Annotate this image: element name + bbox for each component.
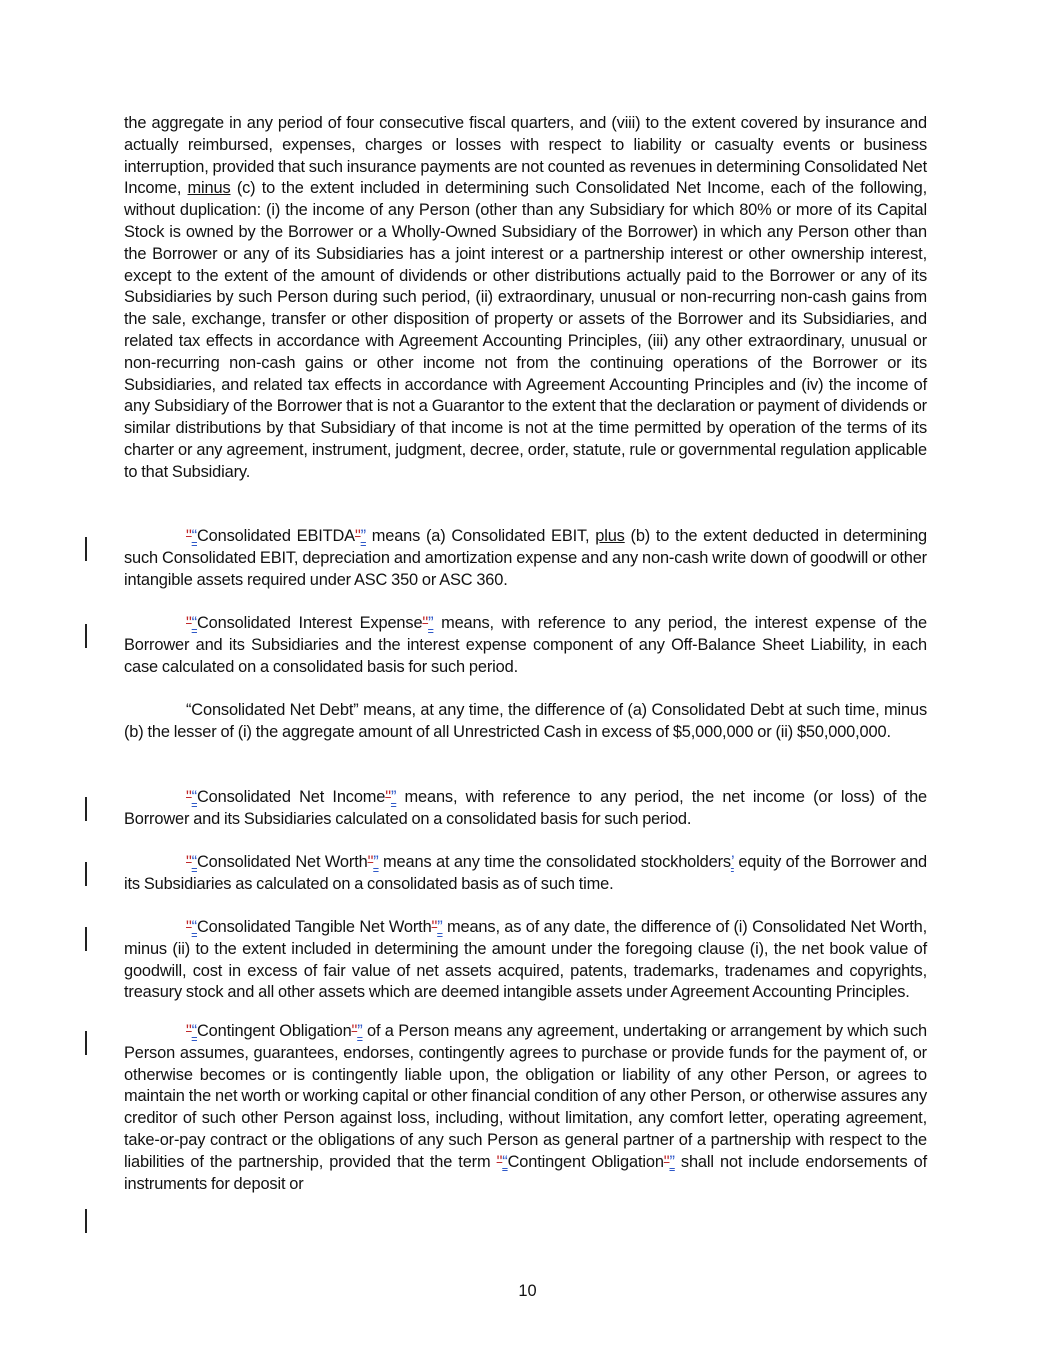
inserted-quote: “ xyxy=(191,614,197,632)
inserted-quote: ” xyxy=(390,788,397,806)
definition-consolidated-ebitda xyxy=(124,526,927,591)
inserted-quote: “ xyxy=(191,853,197,871)
text-run: equity of the Borrower and its Subsidiaries as calculated on a consolidated basis as of such time. xyxy=(124,853,928,893)
text-run: shall not include endorsements of instruments for deposit or xyxy=(124,1152,927,1193)
defined-term: Contingent Obligation xyxy=(196,1022,352,1040)
change-bar xyxy=(85,1031,87,1055)
underlined-term: plus xyxy=(595,527,625,545)
inserted-apostrophe: ’ xyxy=(730,853,734,871)
defined-term: Contingent Obligation xyxy=(507,1152,664,1171)
text-run: the aggregate in any period of four consecutive fiscal quarters, and (viii) to the extent covered by insurance and actually reimbursed, expenses, charges or losses with respect to liability or casualty events or business interruption, provided that such insurance payments are not counted as revenues in determining Consolidated Net Income, xyxy=(124,114,927,198)
defined-term: Consolidated Tangible Net Worth xyxy=(196,918,432,936)
deleted-quote: " xyxy=(186,614,192,632)
inserted-quote: ” xyxy=(357,1022,363,1040)
change-bar xyxy=(85,927,87,951)
inserted-quote: “ xyxy=(191,1022,197,1040)
definition-consolidated-interest-expense xyxy=(124,613,927,678)
text-run: (c) to the extent included in determining such Consolidated Net Income, each of the following, without duplication: (i) the income of any Person (other than any Subsidiary for which 80% or more of its Capital Stock is owned by the Borrower or a Wholly-Owned Subsidiary of the Borrower) in which any Person other than the Borrower or any of its Subsidiaries has a joint interest or a partnership interest or other ownership interest, except to the extent of the amount of dividends or other distributions actually paid to the Borrower or any of its Subsidiaries by such Person during such period, (ii) extraordinary, unusual or non-recurring non-cash gains from the sale, exchange, transfer or other disposition of property or assets of the Borrower and its Subsidiaries, and related tax effects in accordance with Agreement Accounting Principles, (iii) any other extraordinary, unusual or non-recurring non-cash gains or other income not from the continuing operations of the Borrower or its Subsidiaries, and related tax effects in accordance with Agreement Accounting Principles and (iv) the income of any Subsidiary of the Borrower that is not a Guarantor to the extent that the declaration or payment of dividends or similar distributions by that Subsidiary of that income is not at the time permitted by operation of the terms of its charter or any agreement, instrument, judgment, decree, order, statute, rule or governmental regulation applicable to that Subsidiary. xyxy=(124,179,927,481)
deleted-quote: " xyxy=(186,918,192,936)
definition-consolidated-net-income xyxy=(124,787,927,831)
inserted-quote: “ xyxy=(191,918,197,936)
deleted-quote: " xyxy=(186,1022,192,1040)
deleted-quote: " xyxy=(186,788,192,806)
deleted-quote: " xyxy=(186,527,192,545)
change-bar xyxy=(85,862,87,886)
deleted-quote: " xyxy=(354,527,361,545)
definition-contingent-obligation xyxy=(124,1021,927,1195)
text-run: means (a) Consolidated EBIT, xyxy=(365,527,596,545)
inserted-quote: “ xyxy=(191,788,197,806)
inserted-quote: ” xyxy=(669,1152,675,1171)
deleted-quote: " xyxy=(351,1022,358,1040)
inserted-quote: ” xyxy=(360,527,366,545)
defined-term: Consolidated Net Income xyxy=(196,788,386,806)
defined-term: Consolidated Interest Expense xyxy=(196,614,423,632)
definition-consolidated-net-worth xyxy=(124,852,927,896)
text-run: of a Person means any agreement, undertaking or arrangement by which such Person assumes, guarantees, endorses, contingently agrees to purchase or provide funds for the payment of, or otherwise becomes or is contingently liable upon, the obligation or liability of any other Person, or agrees to maintain the net worth or working capital or other financial condition of any other Person, or otherwise assures any creditor of such other Person against loss, including, without limitation, any comfort letter, operating agreement, take-or-pay contract or the obligations of any such Person as general partner of a partnership with respect to the liabilities of the partnership, provided that the term xyxy=(124,1022,927,1171)
text-run: means at any time the consolidated stockholders xyxy=(378,853,731,871)
change-bar xyxy=(85,1209,87,1233)
inserted-quote: “ xyxy=(191,527,197,545)
body-paragraph xyxy=(124,113,927,484)
deleted-quote: " xyxy=(385,788,391,806)
inserted-quote: “ xyxy=(502,1152,508,1171)
text-run: means, with reference to any period, the net income (or loss) of the Borrower and its Subsidiaries calculated on a consolidated basis for such period. xyxy=(124,788,927,828)
inserted-quote: ” xyxy=(373,853,379,871)
definition-consolidated-net-debt xyxy=(124,700,927,744)
definition-consolidated-tangible-net-worth xyxy=(124,917,927,1004)
defined-term: Consolidated EBITDA xyxy=(196,527,355,545)
underlined-term: minus xyxy=(187,179,231,198)
page-number: 10 xyxy=(518,1282,537,1300)
deleted-quote: " xyxy=(663,1152,670,1171)
text-run: means, with reference to any period, the interest expense of the Borrower and its Subsidiaries and the interest expense component of any Off-Balance Sheet Liability, in each case calculated on a consolidated basis for such period. xyxy=(124,614,927,676)
deleted-quote: " xyxy=(431,918,438,936)
deleted-quote: " xyxy=(496,1152,503,1171)
change-bar xyxy=(85,537,87,561)
text-run: means, as of any date, the difference of (i) Consolidated Net Worth, minus (ii) to the extent included in determining the amount under the foregoing clause (i), the net book value of goodwill, cost in excess of fair value of net assets acquired, patents, trademarks, tradenames and copyrights, treasury stock and all other assets which are deemed intangible assets under Agreement Accounting Principles. xyxy=(124,918,928,1002)
deleted-quote: " xyxy=(186,853,192,871)
deleted-quote: " xyxy=(422,614,429,632)
change-bar xyxy=(85,797,87,821)
text-run: (b) to the extent deducted in determining such Consolidated EBIT, depreciation and amortization expense and any non-cash write down of goodwill or other intangible assets required under ASC 350 or ASC 360. xyxy=(124,527,928,589)
inserted-quote: ” xyxy=(437,918,443,936)
text-run: “Consolidated Net Debt” means, at any time, the difference of (a) Consolidated Debt at such time, minus (b) the lesser of (i) the aggregate amount of all Unrestricted Cash in excess of $5,000,000 or (ii) $50,000,000. xyxy=(124,701,927,741)
deleted-quote: " xyxy=(367,853,374,871)
defined-term: Consolidated Net Worth xyxy=(196,853,368,871)
inserted-quote: ” xyxy=(428,614,434,632)
change-bar xyxy=(85,624,87,648)
